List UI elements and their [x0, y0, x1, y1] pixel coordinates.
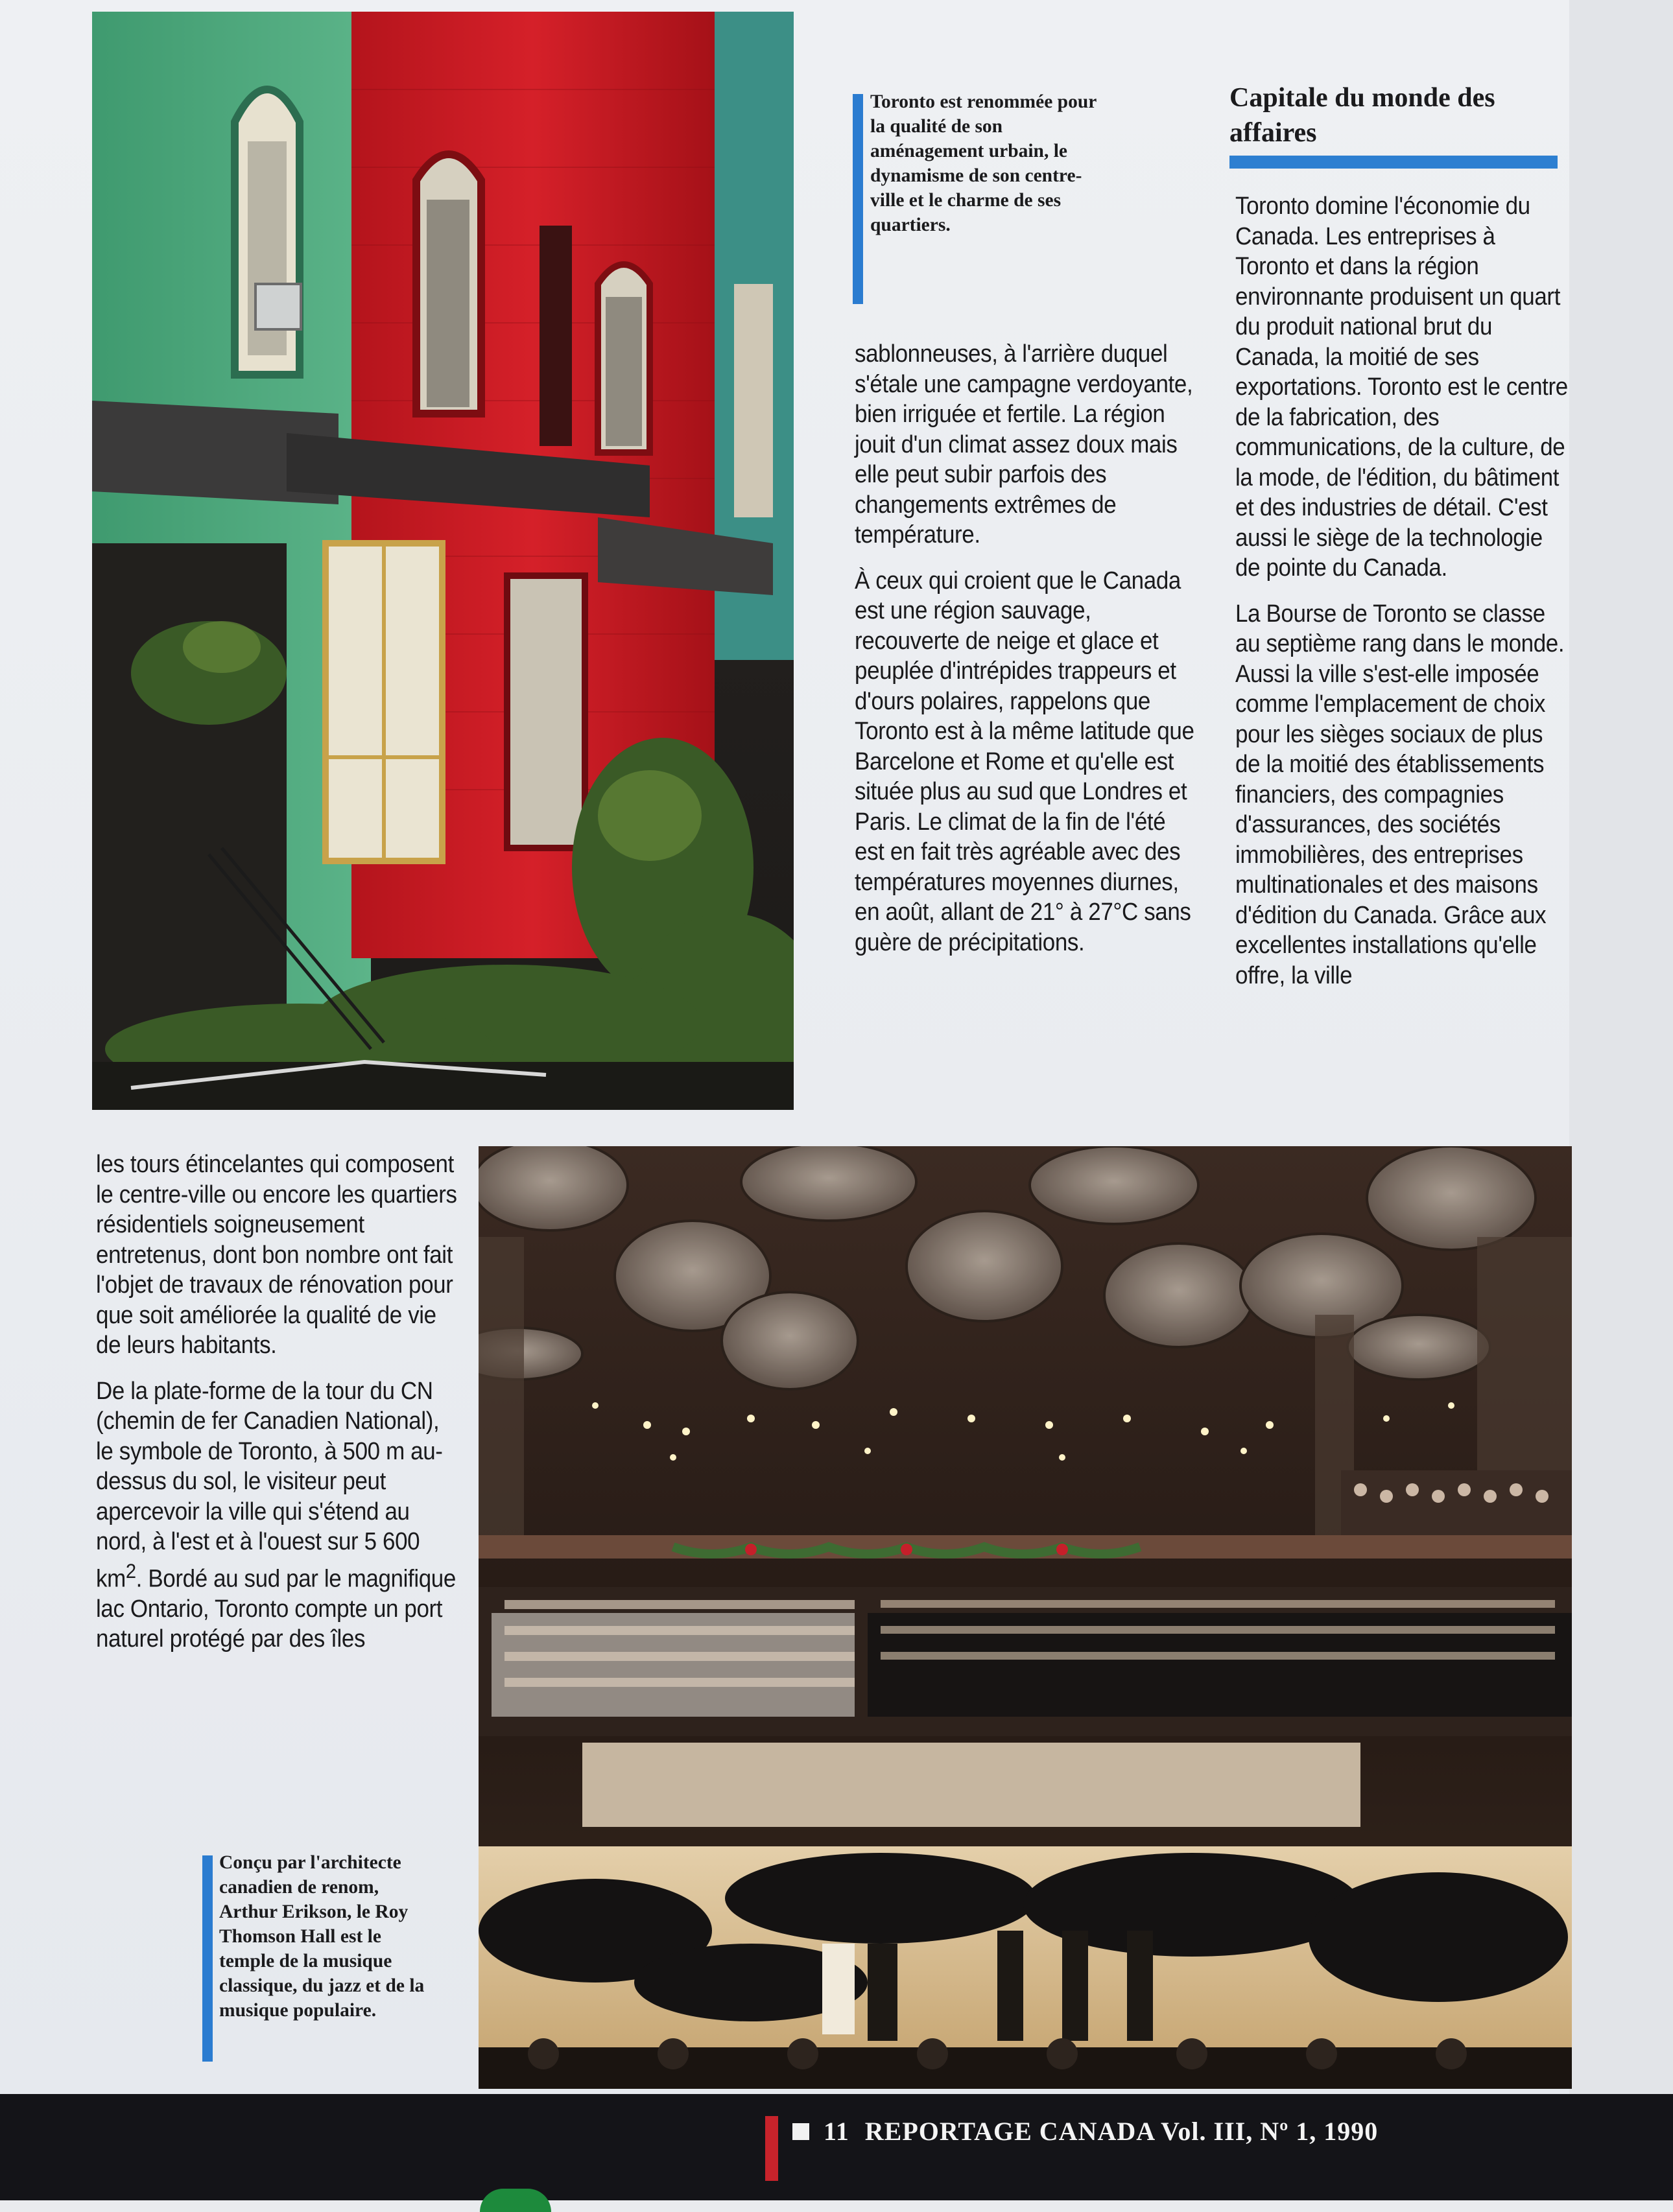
page-edge-strip: [1569, 0, 1673, 2094]
victorian-houses-illustration: [92, 12, 794, 1110]
heading-rule: [1229, 156, 1558, 169]
houses-photo-caption: Toronto est renommée pour la qualité de son aménagement urbain, le dynamisme de son centre-ville et le charme de ses quartiers.: [870, 91, 1097, 235]
hall-photo-caption: Conçu par l'architecte canadien de renom, Arthur Erikson, le Roy Thomson Hall est le temple de la musique classique, du jazz et de la musique populaire.: [219, 1852, 425, 2021]
footer-red-marker: [765, 2116, 778, 2181]
paragraph: La Bourse de Toronto se classe au septième rang dans le monde. Aussi la ville s'est-elle imposée comme l'emplacement de choix pour les sièges sociaux de plus de la moitié des établissements financiers, des compagnies d'assurances, des sociétés immobilières, des entreprises multinationales et des maisons d'édition du Canada. Grâce aux excellentes installations qu'elle offre, la ville: [1235, 599, 1565, 989]
paragraph: [96, 1376, 458, 1654]
footer-folio: [824, 2116, 1394, 2147]
article-column-middle: [855, 338, 1195, 972]
paragraph: Toronto domine l'économie du Canada. Les entreprises à Toronto et dans la région environnante produisent un quart du produit national brut du Canada, la moitié de ses exportations. Toronto est le centre de la fabrication, des communications, de la culture, de la mode, de l'édition, du bâtiment et des industries de détail. C'est aussi le siège de la technologie de pointe du Canada.: [1235, 192, 1568, 581]
caption-accent-bar: [202, 1855, 213, 2062]
paragraph: les tours étincelantes qui composent le centre-ville ou encore les quartiers résidentiels soigneusement entretenus, dont bon nombre ont fait l'objet de travaux de rénovation pour que soit améliorée la qualité de vie de leurs habitants.: [96, 1150, 457, 1358]
victorian-houses-photo: [92, 12, 794, 1110]
section-heading: Capitale du monde des affaires: [1229, 83, 1495, 148]
paragraph-text: De la plate-forme de la tour du CN (chemin de fer Canadien National), le symbole de Toronto, à 500 m au-dessus du sol, le visiteur peut apercevoir la ville qui s'étend au nord, à l'est et à l'ouest sur 5 600 km: [96, 1376, 443, 1592]
caption-accent-bar: [853, 94, 863, 304]
paragraph: À ceux qui croient que le Canada est une région sauvage, recouverte de neige et glace et peuplée d'intrépides trappeurs et d'ours polaires, rappelons que Toronto est à la même latitude que Barcelone et Rome et qu'elle est située plus au sud que Londres et Paris. Le climat de la fin de l'été est en fait très agréable avec des températures moyennes diurnes, en août, allant de 21° à 27°C sans guère de précipitations.: [855, 566, 1194, 956]
publication-title: REPORTAGE CANADA Vol. III, Nº 1, 1990: [864, 2117, 1379, 2146]
concert-hall-illustration: [479, 1146, 1572, 2089]
article-column-right: [1235, 191, 1573, 1006]
paragraph-text: . Bordé au sud par le magnifique lac Ontario, Toronto compte un port naturel protégé par des îles: [96, 1564, 456, 1653]
paragraph: sablonneuses, à l'arrière duquel s'étale une campagne verdoyante, bien irriguée et fertile. La région jouit d'un climat assez doux mais elle peut subir parfois des changements extrêmes de température.: [855, 340, 1193, 548]
article-column-left: [96, 1149, 458, 1669]
superscript: 2: [125, 1559, 136, 1583]
page-footer: [0, 2094, 1673, 2200]
footer-bullet: [792, 2123, 809, 2140]
footer-green-tab: [480, 2189, 551, 2212]
page-number: 11: [824, 2117, 849, 2146]
roy-thomson-hall-photo: [479, 1146, 1572, 2089]
